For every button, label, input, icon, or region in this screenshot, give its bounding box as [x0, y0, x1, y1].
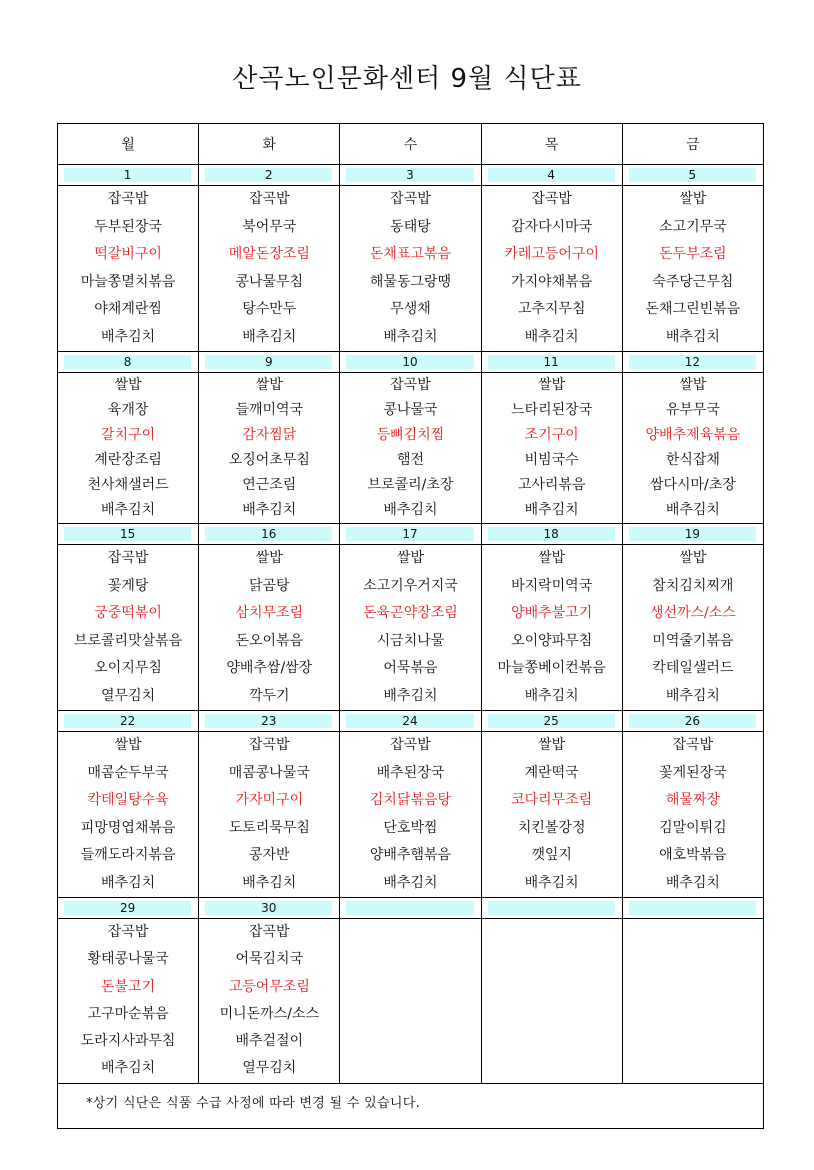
- meal-cell: [340, 545, 481, 711]
- menu-item: 꽃게된장국: [659, 764, 727, 781]
- meal-cell: [199, 373, 340, 524]
- menu-item: 계란장조림: [94, 452, 162, 468]
- date-cell: [199, 352, 340, 373]
- menu-item: 배추김치: [524, 874, 579, 891]
- main-dish: 등뼈김치찜: [376, 427, 445, 443]
- date-cell: [622, 165, 763, 186]
- menu-item: 애호박볶음: [659, 847, 727, 863]
- meal-cell: [622, 373, 763, 524]
- date-cell: [622, 711, 763, 732]
- menu-item: 쌀밥: [538, 377, 566, 393]
- weekday-mon: 월: [58, 124, 199, 165]
- date-label: [629, 901, 756, 915]
- meal-cell: [199, 186, 340, 352]
- date-label: 5: [629, 168, 756, 182]
- menu-item: 깻잎지: [531, 847, 572, 863]
- main-dish: 생선까스/소스: [649, 605, 736, 621]
- meal-row: [58, 373, 764, 524]
- menu-item: 피망명엽채볶음: [80, 819, 176, 836]
- date-label: 26: [629, 714, 756, 728]
- menu-item: 브로콜리/초장: [367, 477, 454, 493]
- weekday-wed: 수: [340, 124, 481, 165]
- menu-item: 잡곡밥: [390, 191, 431, 207]
- menu-item: 브로콜리맛살볶음: [73, 632, 183, 649]
- menu-item: 김말이튀김: [659, 819, 727, 836]
- main-dish: 양배추제육볶음: [645, 427, 741, 443]
- menu-item: 쌀밥: [679, 191, 707, 207]
- menu-item: 유부무국: [665, 402, 720, 418]
- menu-item: 배추김치: [524, 502, 579, 518]
- menu-item: 소고기무국: [659, 218, 727, 235]
- menu-item: [482, 1055, 622, 1082]
- menu-item: 배추된장국: [376, 764, 445, 781]
- date-cell: [199, 165, 340, 186]
- menu-item: 야채계란찜: [94, 301, 162, 317]
- main-dish: 김치닭볶음탕: [369, 792, 452, 808]
- date-row: [58, 524, 764, 545]
- meal-cell: [622, 732, 763, 898]
- weekday-fri: 금: [622, 124, 763, 165]
- menu-item: 어묵볶음: [383, 660, 438, 676]
- menu-item: 오이지무침: [94, 660, 162, 676]
- menu-item: 배추김치: [665, 502, 720, 518]
- menu-item: 매콤순두부국: [87, 764, 169, 781]
- date-label: 12: [629, 355, 756, 369]
- main-dish: 코다리무조림: [511, 792, 593, 808]
- date-cell: [481, 165, 622, 186]
- meal-cell: [58, 373, 199, 524]
- main-dish: 해물짜장: [665, 792, 720, 808]
- menu-item: [623, 1001, 763, 1028]
- date-cell: [340, 352, 481, 373]
- main-dish: 양배추불고기: [511, 605, 593, 621]
- footnote-row: [58, 1083, 764, 1128]
- menu-item: [623, 919, 763, 946]
- menu-item: 탕수만두: [242, 301, 297, 317]
- date-cell: [481, 352, 622, 373]
- menu-item: [482, 919, 622, 946]
- menu-item: 무생채: [390, 301, 431, 317]
- menu-item: 쌀밥: [255, 550, 283, 566]
- menu-item: 잡곡밥: [248, 191, 290, 207]
- main-dish: 카레고등어구이: [504, 246, 599, 262]
- date-cell: [622, 524, 763, 545]
- date-cell: [481, 524, 622, 545]
- menu-item: 배추김치: [242, 502, 297, 518]
- meal-cell: [481, 545, 622, 711]
- main-dish: 조기구이: [524, 427, 579, 443]
- date-label: 4: [488, 168, 615, 182]
- menu-item: 잡곡밥: [672, 737, 714, 753]
- menu-item: 콩나물무침: [235, 273, 304, 290]
- meal-cell: [58, 186, 199, 352]
- date-cell: [622, 352, 763, 373]
- menu-item: 해물동그랑땡: [369, 273, 452, 290]
- menu-item: 미니돈까스/소스: [219, 1005, 319, 1022]
- menu-item: [340, 1001, 480, 1028]
- menu-item: 들깨도라지볶음: [80, 847, 176, 863]
- date-cell: [340, 711, 481, 732]
- menu-item: 쌀밥: [679, 377, 707, 393]
- menu-item: 미역줄기볶음: [652, 632, 734, 649]
- menu-item: 황태콩나물국: [87, 951, 169, 968]
- main-dish: 돈불고기: [101, 978, 156, 995]
- menu-item: 도토리묵무침: [228, 819, 310, 836]
- date-row: [58, 711, 764, 732]
- menu-item: 콩자반: [248, 847, 290, 863]
- menu-item: 깍두기: [248, 687, 290, 704]
- date-cell: [199, 524, 340, 545]
- meal-cell: [481, 373, 622, 524]
- menu-item: 배추김치: [242, 328, 297, 345]
- main-dish: 돈육곤약장조림: [363, 605, 458, 621]
- menu-item: 비빔국수: [524, 452, 579, 468]
- main-dish: 돈채표고볶음: [369, 246, 452, 262]
- menu-item: 느타리된장국: [511, 402, 593, 418]
- date-cell: [199, 711, 340, 732]
- menu-item: 동태탕: [390, 218, 431, 235]
- menu-item: 고구마순볶음: [87, 1005, 169, 1022]
- meal-cell: [340, 373, 481, 524]
- menu-item: [623, 1028, 763, 1055]
- menu-item: [340, 946, 480, 973]
- menu-item: [623, 946, 763, 973]
- menu-item: 잡곡밥: [107, 550, 149, 566]
- menu-item: 시금치나물: [376, 632, 445, 649]
- menu-item: 잡곡밥: [107, 191, 149, 207]
- date-label: 22: [64, 714, 191, 728]
- menu-item: 어묵김치국: [235, 951, 304, 968]
- menu-item: 배추김치: [101, 502, 156, 518]
- date-label: 23: [205, 714, 332, 728]
- date-cell: [58, 711, 199, 732]
- menu-item: [340, 1028, 480, 1055]
- date-cell: [340, 165, 481, 186]
- main-dish: [623, 974, 763, 1001]
- date-label: 30: [205, 901, 332, 915]
- menu-item: 배추김치: [665, 328, 720, 345]
- menu-item: 배추김치: [101, 874, 156, 891]
- menu-item: [482, 946, 622, 973]
- menu-item: 쌀밥: [396, 550, 424, 566]
- date-label: 11: [488, 355, 615, 369]
- meal-cell: [58, 545, 199, 711]
- menu-item: 매콤콩나물국: [228, 764, 310, 781]
- menu-item: 천사채샐러드: [87, 477, 169, 493]
- date-label: [346, 901, 473, 915]
- menu-item: 돈오이볶음: [235, 632, 304, 649]
- date-label: 16: [205, 527, 332, 541]
- menu-item: 도라지사과무침: [80, 1033, 176, 1050]
- date-cell: [58, 165, 199, 186]
- date-label: 3: [346, 168, 473, 182]
- menu-item: 배추김치: [383, 687, 438, 704]
- main-dish: 돈두부조림: [659, 246, 727, 262]
- meal-cell: [481, 919, 622, 1084]
- menu-item: 참치김치찌개: [652, 577, 734, 594]
- meal-row: [58, 732, 764, 898]
- date-row: [58, 898, 764, 919]
- meal-cell: [622, 545, 763, 711]
- date-cell: [481, 711, 622, 732]
- date-label: 19: [629, 527, 756, 541]
- date-label: 8: [64, 355, 191, 369]
- main-dish: 떡갈비구이: [94, 246, 162, 262]
- date-label: 18: [488, 527, 615, 541]
- menu-item: 오이양파무침: [511, 632, 593, 649]
- menu-item: 치킨볼강정: [517, 819, 586, 836]
- menu-item: 칵테일샐러드: [652, 660, 734, 676]
- menu-item: 잡곡밥: [248, 737, 290, 753]
- date-cell: [622, 898, 763, 919]
- meal-cell: [481, 732, 622, 898]
- menu-item: 배추김치: [665, 687, 720, 704]
- menu-item: 배추김치: [101, 1060, 156, 1077]
- main-dish: 갈치구이: [101, 427, 156, 443]
- date-cell: [58, 352, 199, 373]
- menu-item: 마늘쫑멸치볶음: [80, 273, 176, 290]
- date-label: 29: [64, 901, 191, 915]
- weekday-thu: 목: [481, 124, 622, 165]
- main-dish: 메알돈장조림: [228, 246, 310, 262]
- date-label: 9: [205, 355, 332, 369]
- menu-item: 쌀밥: [538, 550, 566, 566]
- menu-item: 돈채그린빈볶음: [645, 301, 741, 317]
- date-cell: [58, 524, 199, 545]
- menu-item: 양배추쌈/쌈장: [226, 660, 313, 676]
- main-dish: [482, 974, 622, 1001]
- date-cell: [199, 898, 340, 919]
- menu-item: 배추김치: [383, 328, 438, 345]
- menu-item: 콩나물국: [383, 402, 438, 418]
- meal-cell: [199, 732, 340, 898]
- date-cell: [481, 898, 622, 919]
- date-cell: [340, 524, 481, 545]
- menu-item: 쌀밥: [538, 737, 566, 753]
- date-cell: [340, 898, 481, 919]
- date-label: 24: [346, 714, 473, 728]
- menu-item: 단호박찜: [383, 819, 438, 836]
- menu-item: 쌀밥: [114, 377, 142, 393]
- meal-cell: [58, 732, 199, 898]
- menu-item: [482, 1001, 622, 1028]
- meal-cell: [622, 186, 763, 352]
- menu-item: 배추김치: [383, 502, 438, 518]
- date-label: 10: [346, 355, 473, 369]
- menu-item: 계란떡국: [524, 764, 579, 781]
- footnote-text: *상기 식단은 식품 수급 사정에 따라 변경 될 수 있습니다.: [86, 1095, 420, 1111]
- menu-item: 열무김치: [242, 1060, 297, 1077]
- date-cell: [58, 898, 199, 919]
- menu-item: 잡곡밥: [390, 377, 431, 393]
- meal-cell: [340, 919, 481, 1084]
- main-dish: 고등어무조림: [228, 978, 310, 995]
- menu-item: 쌀밥: [255, 377, 283, 393]
- weekday-header-row: [58, 124, 764, 165]
- date-label: 15: [64, 527, 191, 541]
- menu-item: 쌀밥: [679, 550, 707, 566]
- meal-cell: [199, 545, 340, 711]
- meal-cell: [340, 732, 481, 898]
- meal-cell: [58, 919, 199, 1084]
- menu-item: 마늘쫑베이컨볶음: [497, 660, 606, 676]
- meal-schedule-table: [57, 123, 764, 1129]
- menu-item: 닭곰탕: [248, 577, 290, 594]
- menu-item: 배추김치: [101, 328, 156, 345]
- menu-item: [340, 919, 480, 946]
- menu-item: 한식잡채: [665, 452, 720, 468]
- menu-item: 고사리볶음: [517, 477, 586, 493]
- footnote-cell: [58, 1083, 764, 1128]
- page-title: 산곡노인문화센터 9월 식단표: [232, 64, 582, 94]
- meal-row: [58, 186, 764, 352]
- menu-item: 배추김치: [524, 328, 579, 345]
- meal-cell: [340, 186, 481, 352]
- menu-item: [340, 1055, 480, 1082]
- meal-row: [58, 545, 764, 711]
- menu-item: 가지야채볶음: [511, 273, 593, 290]
- date-label: 17: [346, 527, 473, 541]
- menu-item: 배추김치: [383, 874, 438, 891]
- menu-item: 육개장: [107, 402, 149, 418]
- menu-item: 배추겉절이: [235, 1033, 304, 1050]
- menu-item: 양배추햄볶음: [369, 847, 452, 863]
- date-row: [58, 352, 764, 373]
- menu-item: 바지락미역국: [511, 577, 593, 594]
- menu-item: 꽃게탕: [107, 577, 149, 594]
- main-dish: [340, 974, 480, 1001]
- menu-item: 고추지무침: [517, 301, 586, 317]
- date-label: 1: [64, 168, 191, 182]
- menu-item: 배추김치: [524, 687, 579, 704]
- date-label: 25: [488, 714, 615, 728]
- date-row: [58, 165, 764, 186]
- menu-item: 쌀밥: [114, 737, 142, 753]
- menu-item: 햄전: [396, 452, 424, 468]
- menu-item: [623, 1055, 763, 1082]
- menu-item: 잡곡밥: [531, 191, 572, 207]
- weekday-tue: 화: [199, 124, 340, 165]
- menu-item: 들깨미역국: [235, 402, 304, 418]
- menu-item: 열무김치: [101, 687, 156, 704]
- main-dish: 삼치무조림: [235, 605, 304, 621]
- menu-item: 북어무국: [242, 218, 297, 235]
- menu-item: 숙주당근무침: [652, 273, 734, 290]
- menu-item: 배추김치: [665, 874, 720, 891]
- menu-item: 연근조림: [242, 477, 297, 493]
- meal-row: [58, 919, 764, 1084]
- meal-cell: [199, 919, 340, 1084]
- main-dish: 가자미구이: [235, 792, 304, 808]
- main-dish: 궁중떡볶이: [94, 605, 162, 621]
- menu-item: 배추김치: [242, 874, 297, 891]
- main-dish: 감자찜닭: [242, 427, 297, 443]
- menu-item: 잡곡밥: [107, 924, 149, 940]
- meal-cell: [481, 186, 622, 352]
- date-label: [488, 901, 615, 915]
- menu-item: 감자다시마국: [511, 218, 593, 235]
- meal-cell: [622, 919, 763, 1084]
- menu-item: 쌈다시마/초장: [649, 477, 736, 493]
- menu-item: 잡곡밥: [248, 924, 290, 940]
- menu-item: 잡곡밥: [390, 737, 431, 753]
- main-dish: 칵테일탕수육: [87, 792, 169, 808]
- menu-item: 두부된장국: [94, 218, 162, 235]
- menu-item: 소고기우거지국: [363, 577, 458, 594]
- menu-item: 오징어초무침: [228, 452, 310, 468]
- menu-item: [482, 1028, 622, 1055]
- date-label: 2: [205, 168, 332, 182]
